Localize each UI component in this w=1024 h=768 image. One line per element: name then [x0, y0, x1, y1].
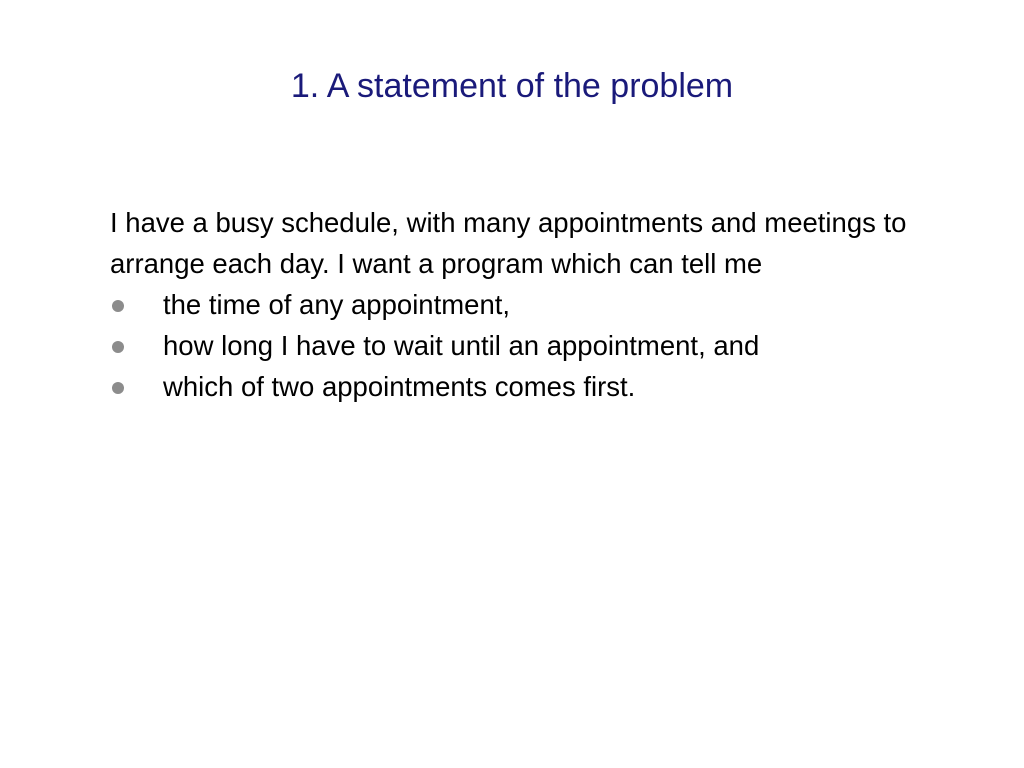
bullet-item	[110, 325, 970, 366]
bullet-dot-icon	[112, 341, 124, 353]
slide-body	[110, 202, 970, 407]
bullet-list	[110, 284, 970, 407]
bullet-text: which of two appointments comes first.	[163, 371, 636, 402]
bullet-dot-icon	[112, 300, 124, 312]
bullet-item	[110, 284, 970, 325]
bullet-text: the time of any appointment,	[163, 289, 511, 320]
slide-title: 1. A statement of the problem	[290, 67, 734, 105]
intro-paragraph: I have a busy schedule, with many appointments and meetings to arrange each day. I want a program which can tell me	[110, 207, 907, 279]
bullet-item	[110, 366, 970, 407]
bullet-text: how long I have to wait until an appointment, and	[163, 330, 760, 361]
bullet-dot-icon	[112, 382, 124, 394]
